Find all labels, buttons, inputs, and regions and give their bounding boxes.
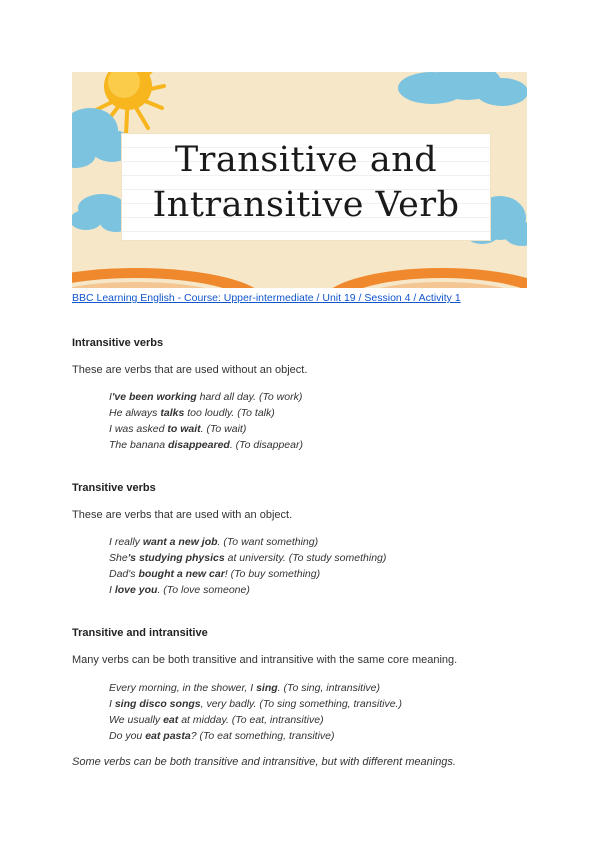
example-sentence: I really want a new job. (To want something) <box>109 536 319 548</box>
example-sentence: I sing disco songs, very badly. (To sing something, transitive.) <box>109 698 402 710</box>
arc-decoration <box>72 268 527 288</box>
banner-title <box>122 138 490 228</box>
example-sentence: I was asked to wait. (To wait) <box>109 423 247 435</box>
banner-title-line-1: Transitive and <box>174 140 438 180</box>
title-banner <box>72 72 527 288</box>
section-intro-transitive: These are verbs that are used with an object. <box>72 509 293 521</box>
section-intro-intransitive: These are verbs that are used without an object. <box>72 364 308 376</box>
source-link[interactable]: BBC Learning English - Course: Upper-intermediate / Unit 19 / Session 4 / Activity 1 <box>72 292 461 304</box>
example-sentence: The banana disappeared. (To disappear) <box>109 439 303 451</box>
example-list-intransitive <box>109 389 303 453</box>
cloud-icon <box>398 72 527 106</box>
example-sentence: Do you eat pasta? (To eat something, transitive) <box>109 730 335 742</box>
example-sentence: Every morning, in the shower, I sing. (To sing, intransitive) <box>109 682 380 694</box>
example-list-both <box>109 680 402 744</box>
example-sentence: She's studying physics at university. (To study something) <box>109 552 387 564</box>
closing-note: Some verbs can be both transitive and intransitive, but with different meanings. <box>72 756 456 768</box>
section-intro-both: Many verbs can be both transitive and intransitive with the same core meaning. <box>72 654 458 666</box>
example-list-transitive <box>109 534 386 598</box>
section-heading-intransitive: Intransitive verbs <box>72 337 164 349</box>
example-sentence: I've been working hard all day. (To work) <box>109 391 303 403</box>
example-sentence: Dad's bought a new car! (To buy something) <box>109 568 321 580</box>
example-sentence: I love you. (To love someone) <box>109 584 250 596</box>
example-sentence: We usually eat at midday. (To eat, intransitive) <box>109 714 324 726</box>
section-heading-both: Transitive and intransitive <box>72 627 208 639</box>
example-sentence: He always talks too loudly. (To talk) <box>109 407 275 419</box>
section-heading-transitive: Transitive verbs <box>72 482 156 494</box>
banner-title-line-2: Intransitive Verb <box>152 185 460 225</box>
